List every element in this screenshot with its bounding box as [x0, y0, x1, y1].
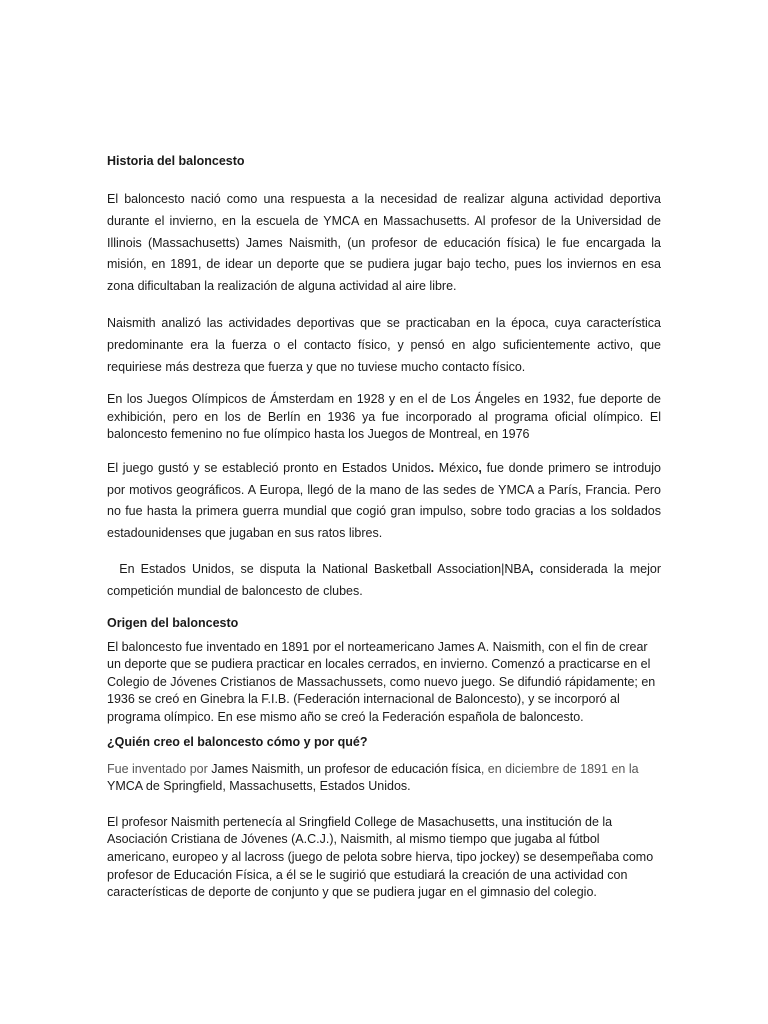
section-heading-origin: Origen del baloncesto	[107, 615, 239, 630]
section-heading-who: ¿Quién creo el baloncesto cómo y por qué?	[107, 734, 368, 749]
nba-text-2: considerada la mejor competición mundial de baloncesto de clubes.	[107, 562, 665, 598]
inventor-text-2: James Naismith, un profesor de educación física	[211, 761, 481, 776]
inventor-text-4: YMCA de Springfield, Massachusetts, Estados Unidos.	[107, 779, 411, 794]
document-body	[107, 153, 665, 902]
inventor-text-3: , en diciembre de 1891 en la	[480, 761, 639, 776]
nba-text-1: En Estados Unidos, se disputa la National Basketball Association|NBA	[107, 562, 531, 577]
paragraph-expansion	[107, 458, 661, 545]
inventor-text-1: Fue inventado por	[107, 761, 212, 776]
expansion-text-3: fue donde primero se introdujo por motivos geográficos. A Europa, llegó de la mano de las sedes de YMCA a París, Francia. Pero no fue hasta la primera guerra mundial que cogió gran impulso, sobre todo gracias a los soldados estadounidenses que jugaban en sus ratos libres.	[107, 460, 661, 541]
paragraph-invention: El baloncesto fue inventado en 1891 por el norteamericano James A. Naismith, con el fin de crear un deporte que se pudiera practicar en locales cerrados, en invierno. Comenzó a practicarse en el Colegio de Jóvenes Cristianos de Massachussets, como nuevo juego. Se difundió rápidamente; en 1936 se creó en Ginebra la F.I.B. (Federación internacional de Baloncesto), y se incorporó al programa olímpico. En ese mismo año se creó la Federación española de baloncesto.	[107, 639, 656, 725]
expansion-text-1: El juego gustó y se estableció pronto en Estados Unidos	[107, 460, 431, 475]
paragraph-naismith-analysis: Naismith analizó las actividades deportivas que se practicaban en la época, cuya característica predominante era la fuerza o el contacto físico, y pensó en algo suficientemente activo, que requiriese más destreza que fuerza y que no tuviese mucho contacto físico.	[107, 315, 661, 374]
expansion-text-2: México	[434, 460, 479, 475]
paragraph-naismith-college: El profesor Naismith pertenecía al Sringfield College de Masachusetts, una institución de la Asociación Cristiana de Jóvenes (A.C.J.), Naismith, al mismo tiempo que jugaba al fútbol americano, europeo y al lacross (juego de pelota sobre hierva, tipo jockey) se desempeñaba como profesor de Educación Física, a él se le sugirió que estudiará la creación de una actividad con características de deporte de conjunto y que se pudiera jugar en el gimnasio del colegio.	[107, 814, 654, 900]
page-title: Historia del baloncesto	[107, 154, 245, 168]
paragraph-inventor	[107, 761, 661, 796]
paragraph-origin-history: El baloncesto nació como una respuesta a la necesidad de realizar alguna actividad deportiva durante el invierno, en la escuela de YMCA en Massachusetts. Al profesor de la Universidad de Illinois (Massachusetts) James Naismith, (un profesor de educación física) le fue encargada la misión, en 1891, de idear un deporte que se pudiera jugar bajo techo, pues los inviernos en esa zona dificultaban la realización de alguna actividad al aire libre.	[107, 192, 661, 294]
paragraph-olympics: En los Juegos Olímpicos de Ámsterdam en 1928 y en el de Los Ángeles en 1932, fue deporte de exhibición, pero en los de Berlín en 1936 ya fue incorporado al programa oficial olímpico. El baloncesto femenino no fue olímpico hasta los Juegos de Montreal, en 1976	[107, 392, 661, 442]
expansion-bold-dot: .	[430, 460, 435, 475]
paragraph-nba	[107, 559, 665, 603]
expansion-bold-comma: ,	[478, 460, 482, 475]
nba-bold-comma: ,	[530, 562, 534, 577]
